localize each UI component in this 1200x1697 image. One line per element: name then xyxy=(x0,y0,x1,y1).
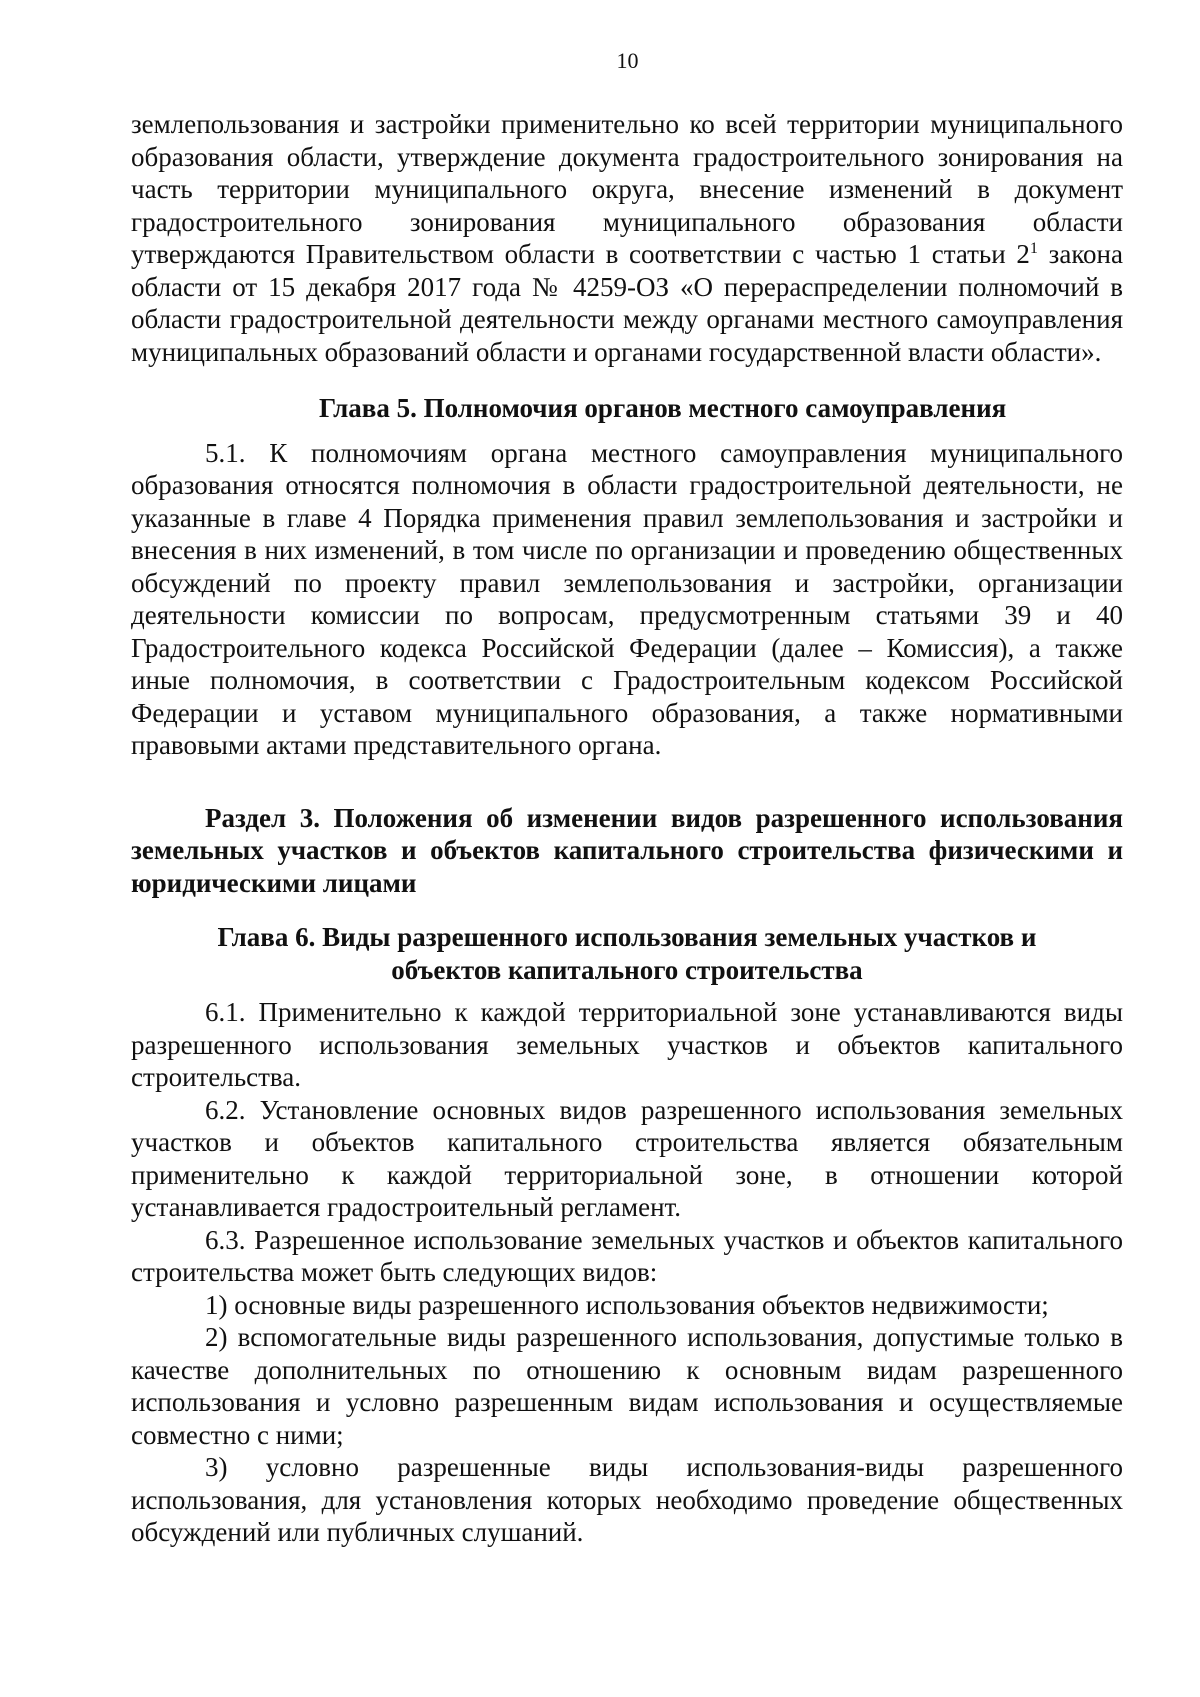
paragraph-6-1: 6.1. Применительно к каждой территориальной зоне устанавливаются виды разрешенного использования земельных участков и объектов капитального строительства. xyxy=(131,997,1123,1092)
paragraph-6-3: 6.3. Разрешенное использование земельных участков и объектов капитального строительства может быть следующих видов: xyxy=(131,1224,1123,1287)
paragraph-6-2: 6.2. Установление основных видов разрешенного использования земельных участков и объектов капитального строительства является обязательным применительно к каждой территориальной зоне, в отношении которой устанавливается градостроительный регламент. xyxy=(131,1094,1123,1222)
chapter-6-heading-line-1: Глава 6. Виды разрешенного использования земельных участков и xyxy=(217,922,1037,952)
list-item-1: 1) основные виды разрешенного использования объектов недвижимости; xyxy=(205,1289,1049,1320)
list-item-3: 3) условно разрешенные виды использования-виды разрешенного использования, для установления которых необходимо проведение общественных обсуждений или публичных слушаний. xyxy=(131,1452,1123,1547)
intro-paragraph xyxy=(131,108,1123,368)
chapter-5-heading: Глава 5. Полномочия органов местного самоуправления xyxy=(319,393,1007,423)
section-3-heading: Раздел 3. Положения об изменении видов разрешенного использования земельных участков и объектов капитального строительства физическими и юридическими лицами xyxy=(131,802,1123,898)
chapter-6-heading xyxy=(131,921,1123,986)
document-body xyxy=(131,108,1123,1549)
paragraph-5-1: 5.1. К полномочиям органа местного самоуправления муниципального образования относятся полномочия в области градостроительной деятельности, не указанные в главе 4 Порядка применения правил землепользования и застройки и внесения в них изменений, в том числе по организации и проведению общественных обсуждений по проекту правил землепользования и застройки, организации деятельности комиссии по вопросам, предусмотренным статьями 39 и 40 Градостроительного кодекса Российской Федерации (далее – Комиссия), а также иные полномочия, в соответствии с Градостроительным кодексом Российской Федерации и уставом муниципального образования, а также нормативными правовыми актами представительного органа. xyxy=(131,437,1123,760)
chapter-6-heading-line-2: объектов капитального строительства xyxy=(391,954,863,985)
list-item-2: 2) вспомогательные виды разрешенного использования, допустимые только в качестве дополнительных по отношению к основным видам разрешенного использования и условно разрешенным видам использования и осуществляемые совместно с ними; xyxy=(131,1322,1123,1450)
page-number: 10 xyxy=(616,48,639,73)
intro-paragraph-text: землепользования и застройки применительно ко всей территории муниципального образования области, утверждение документа градостроительного зонирования на часть территории муниципального округа, внесение изменений в документ градостроительного зонирования муниципального образования области утверждаются Правительством области в соответствии с частью 1 статьи 2 xyxy=(131,109,1123,269)
article-superscript: 1 xyxy=(1029,239,1038,257)
intro-paragraph-text-continued: закона области от 15 декабря 2017 года № 4259-ОЗ «О перераспределении полномочий в области градостроительной деятельности между органами местного самоуправления муниципальных образований области и органами государственной власти области». xyxy=(131,239,1123,367)
